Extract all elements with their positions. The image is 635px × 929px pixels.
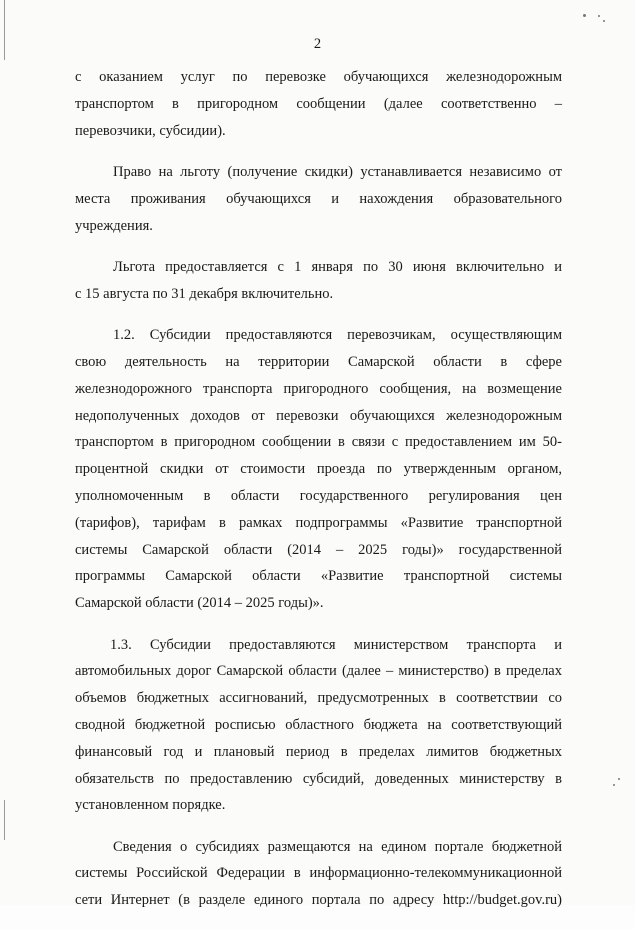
- text-line: уполномоченным в области государственного регулирования цен: [75, 487, 562, 504]
- paragraph-right-to-benefit: [75, 159, 562, 239]
- text-line: сводной бюджетной росписью областного бюджета на соответствующий: [75, 716, 562, 733]
- text-line: системы Самарской области (2014 – 2025 годы)» государственной: [75, 541, 562, 558]
- text-line: транспортом в пригородном сообщении в связи с предоставлением им 50-: [75, 434, 562, 451]
- text-line: перевозчики, субсидии).: [75, 122, 226, 139]
- text-line: места проживания обучающихся и нахождения образовательного: [75, 190, 562, 207]
- text-line: с 15 августа по 31 декабря включительно.: [75, 285, 334, 302]
- text-line: Льгота предоставляется с 1 января по 30 июня включительно и: [113, 258, 562, 275]
- text-line: процентной скидки от стоимости проезда по утвержденным органом,: [75, 461, 562, 478]
- paragraph-benefit-period: [75, 254, 562, 308]
- text-line: транспортом в пригородном сообщении (далее соответственно –: [75, 95, 562, 112]
- text-line: свою деятельность на территории Самарской области в сфере: [75, 353, 562, 370]
- text-line: 1.2. Субсидии предоставляются перевозчикам, осуществляющим: [113, 327, 562, 344]
- text-line: Сведения о субсидиях размещаются на едином портале бюджетной: [113, 838, 562, 855]
- text-line: недополученных доходов от перевозки обучающихся железнодорожным: [75, 407, 562, 424]
- text-line: финансовый год и плановый период в пределах лимитов бюджетных: [75, 743, 562, 760]
- page-number: 2: [313, 36, 322, 52]
- text-line: 1.3. Субсидии предоставляются министерством транспорта и: [110, 636, 562, 653]
- text-line: системы Российской Федерации в информационно-телекоммуникационной: [75, 865, 562, 882]
- scan-speck: [583, 14, 586, 17]
- text-line: объемов бюджетных ассигнований, предусмотренных в соответствии со: [75, 690, 562, 707]
- scan-edge-mark: [4, 800, 5, 840]
- paragraph-continuation: [75, 64, 562, 144]
- scan-speck: [618, 778, 620, 780]
- paragraph-1-3: [75, 632, 562, 820]
- scan-speck: [598, 15, 600, 17]
- text-line: Право на льготу (получение скидки) устанавливается независимо от: [113, 163, 562, 180]
- text-line: установленном порядке.: [75, 797, 226, 814]
- text-line: сети Интернет (в разделе единого портала по адресу http://budget.gov.ru): [75, 892, 562, 909]
- scan-speck: [613, 784, 615, 786]
- text-line: (тарифов), тарифам в рамках подпрограммы «Развитие транспортной: [75, 514, 562, 531]
- document-body: [75, 64, 562, 929]
- text-line: обязательств по предоставлению субсидий, доведенных министерству в: [75, 770, 562, 787]
- text-line: учреждения.: [75, 217, 153, 234]
- scan-speck: [603, 20, 605, 22]
- text-line: с оказанием услуг по перевозке обучающихся железнодорожным: [75, 69, 562, 85]
- paragraph-1-2: [75, 322, 562, 617]
- text-line: программы Самарской области «Развитие транспортной системы: [75, 568, 562, 585]
- text-line: автомобильных дорог Самарской области (далее – министерство) в пределах: [75, 663, 562, 680]
- text-line: Самарской области (2014 – 2025 годы)».: [75, 595, 324, 612]
- text-line: железнодорожного транспорта пригородного сообщения, на возмещение: [75, 380, 562, 397]
- paragraph-info: [75, 834, 562, 914]
